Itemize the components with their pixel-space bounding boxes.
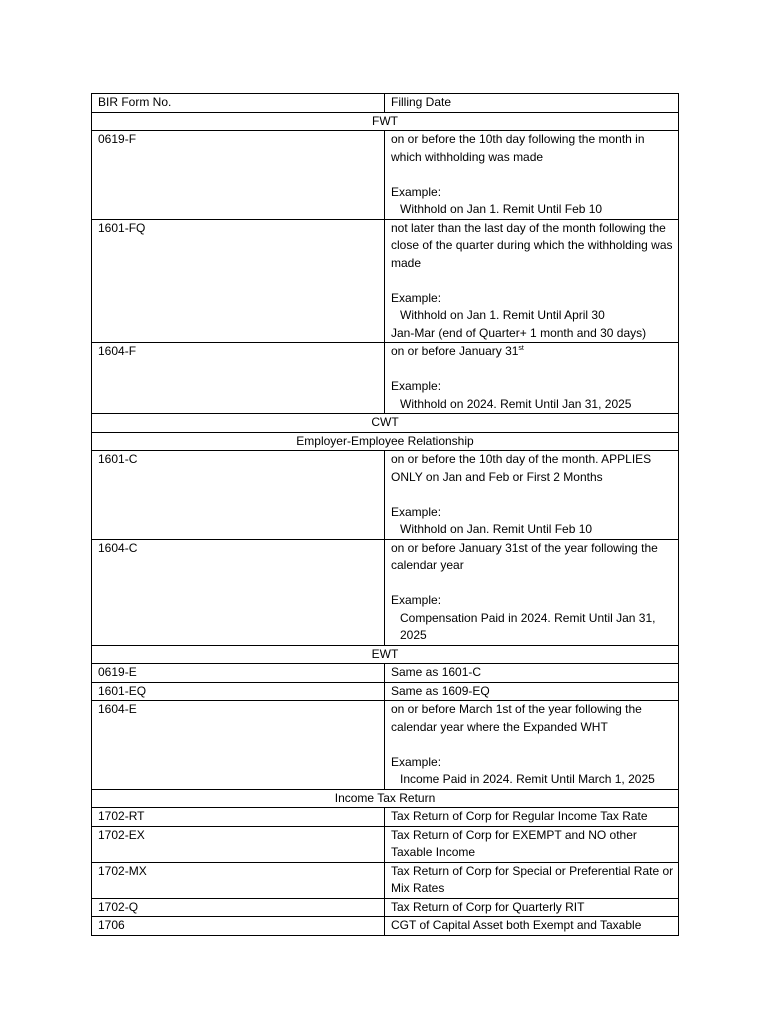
section-title-itr: Income Tax Return [92, 789, 679, 808]
filing-date-cell [385, 219, 679, 343]
filing-rule: not later than the last day of the month following the close of the quarter during which the withholding was made [391, 220, 676, 270]
example-text: Withhold on Jan 1. Remit Until April 30 [400, 308, 605, 322]
table-row [92, 664, 679, 683]
table-row [92, 917, 679, 936]
example-label: Example: [391, 593, 442, 607]
example-label: Example: [391, 184, 442, 199]
filing-date-cell: Tax Return of Corp for EXEMPT and NO other Taxable Income [385, 826, 679, 862]
filing-date-cell: Same as 1601-C [385, 664, 679, 683]
form-cell: 1604-E [92, 701, 385, 790]
filing-date-cell: Same as 1609-EQ [385, 682, 679, 701]
form-cell: 1601-C [92, 451, 385, 540]
filing-rule-text: on or before January 31 [391, 344, 519, 358]
ordinal-suffix: st [518, 345, 524, 352]
header-filling-date: Filling Date [385, 94, 679, 113]
filing-date-cell: Tax Return of Corp for Quarterly RIT [385, 898, 679, 917]
form-cell: 1601-FQ [92, 219, 385, 343]
example-text: Withhold on 2024. Remit Until Jan 31, 2025 [400, 396, 632, 411]
form-cell: 1702-MX [92, 862, 385, 898]
subsection-title: Employer-Employee Relationship [92, 432, 679, 451]
form-cell: 1601-EQ [92, 682, 385, 701]
section-title-fwt: FWT [92, 112, 679, 131]
form-cell: 1604-F [92, 343, 385, 414]
form-cell: 1706 [92, 917, 385, 936]
document-page [91, 93, 678, 936]
section-row-ewt [92, 645, 679, 664]
filing-date-cell: CGT of Capital Asset both Exempt and Taxable [385, 917, 679, 936]
filing-rule: on or before January 31st of the year following the calendar year [391, 540, 662, 572]
filing-date-cell [385, 451, 679, 540]
form-cell: 1702-Q [92, 898, 385, 917]
bir-forms-table [91, 93, 679, 936]
example-label: Example: [391, 504, 442, 519]
example-label: Example: [391, 290, 442, 305]
filing-date-cell [385, 701, 679, 790]
filing-date-cell [385, 539, 679, 645]
table-row [92, 808, 679, 827]
table-row [92, 451, 679, 540]
section-title-cwt: CWT [92, 414, 679, 433]
form-cell: 0619-F [92, 131, 385, 220]
filing-rule: on or before the 10th day following the month in which withholding was made [391, 132, 648, 164]
example-label: Example: [391, 379, 442, 393]
example-text: Withhold on Jan 1. Remit Until Feb 10 [400, 202, 603, 216]
section-row-cwt [92, 414, 679, 433]
section-row-itr [92, 789, 679, 808]
table-row [92, 701, 679, 790]
example-text: Compensation Paid in 2024. Remit Until Jan 31, 2025 [400, 610, 656, 642]
table-row [92, 343, 679, 414]
filing-date-cell [385, 131, 679, 220]
table-row [92, 862, 679, 898]
filing-date-cell: Tax Return of Corp for Regular Income Tax Rate [385, 808, 679, 827]
filing-date-cell [385, 343, 679, 414]
table-row [92, 219, 679, 343]
filing-date-cell: Tax Return of Corp for Special or Preferential Rate or Mix Rates [385, 862, 679, 898]
table-row [92, 682, 679, 701]
form-cell: 1702-RT [92, 808, 385, 827]
example-label: Example: [391, 754, 442, 769]
table-row [92, 826, 679, 862]
header-form-no: BIR Form No. [92, 94, 385, 113]
filing-rule: on or before March 1st of the year following the calendar year where the Expanded WHT [391, 702, 646, 734]
section-row-fwt [92, 112, 679, 131]
table-row [92, 898, 679, 917]
filing-rule: on or before the 10th day of the month. APPLIES ONLY on Jan and Feb or First 2 Months [391, 452, 655, 484]
example-note: Jan-Mar (end of Quarter+ 1 month and 30 days) [391, 325, 647, 340]
example-text: Withhold on Jan. Remit Until Feb 10 [400, 522, 593, 536]
table-row [92, 131, 679, 220]
table-row [92, 539, 679, 645]
table-header-row [92, 94, 679, 113]
filing-rule [391, 343, 674, 361]
form-cell: 1604-C [92, 539, 385, 645]
form-cell: 1702-EX [92, 826, 385, 862]
subsection-row [92, 432, 679, 451]
section-title-ewt: EWT [92, 645, 679, 664]
example-text: Income Paid in 2024. Remit Until March 1, 2025 [400, 772, 655, 786]
form-cell: 0619-E [92, 664, 385, 683]
